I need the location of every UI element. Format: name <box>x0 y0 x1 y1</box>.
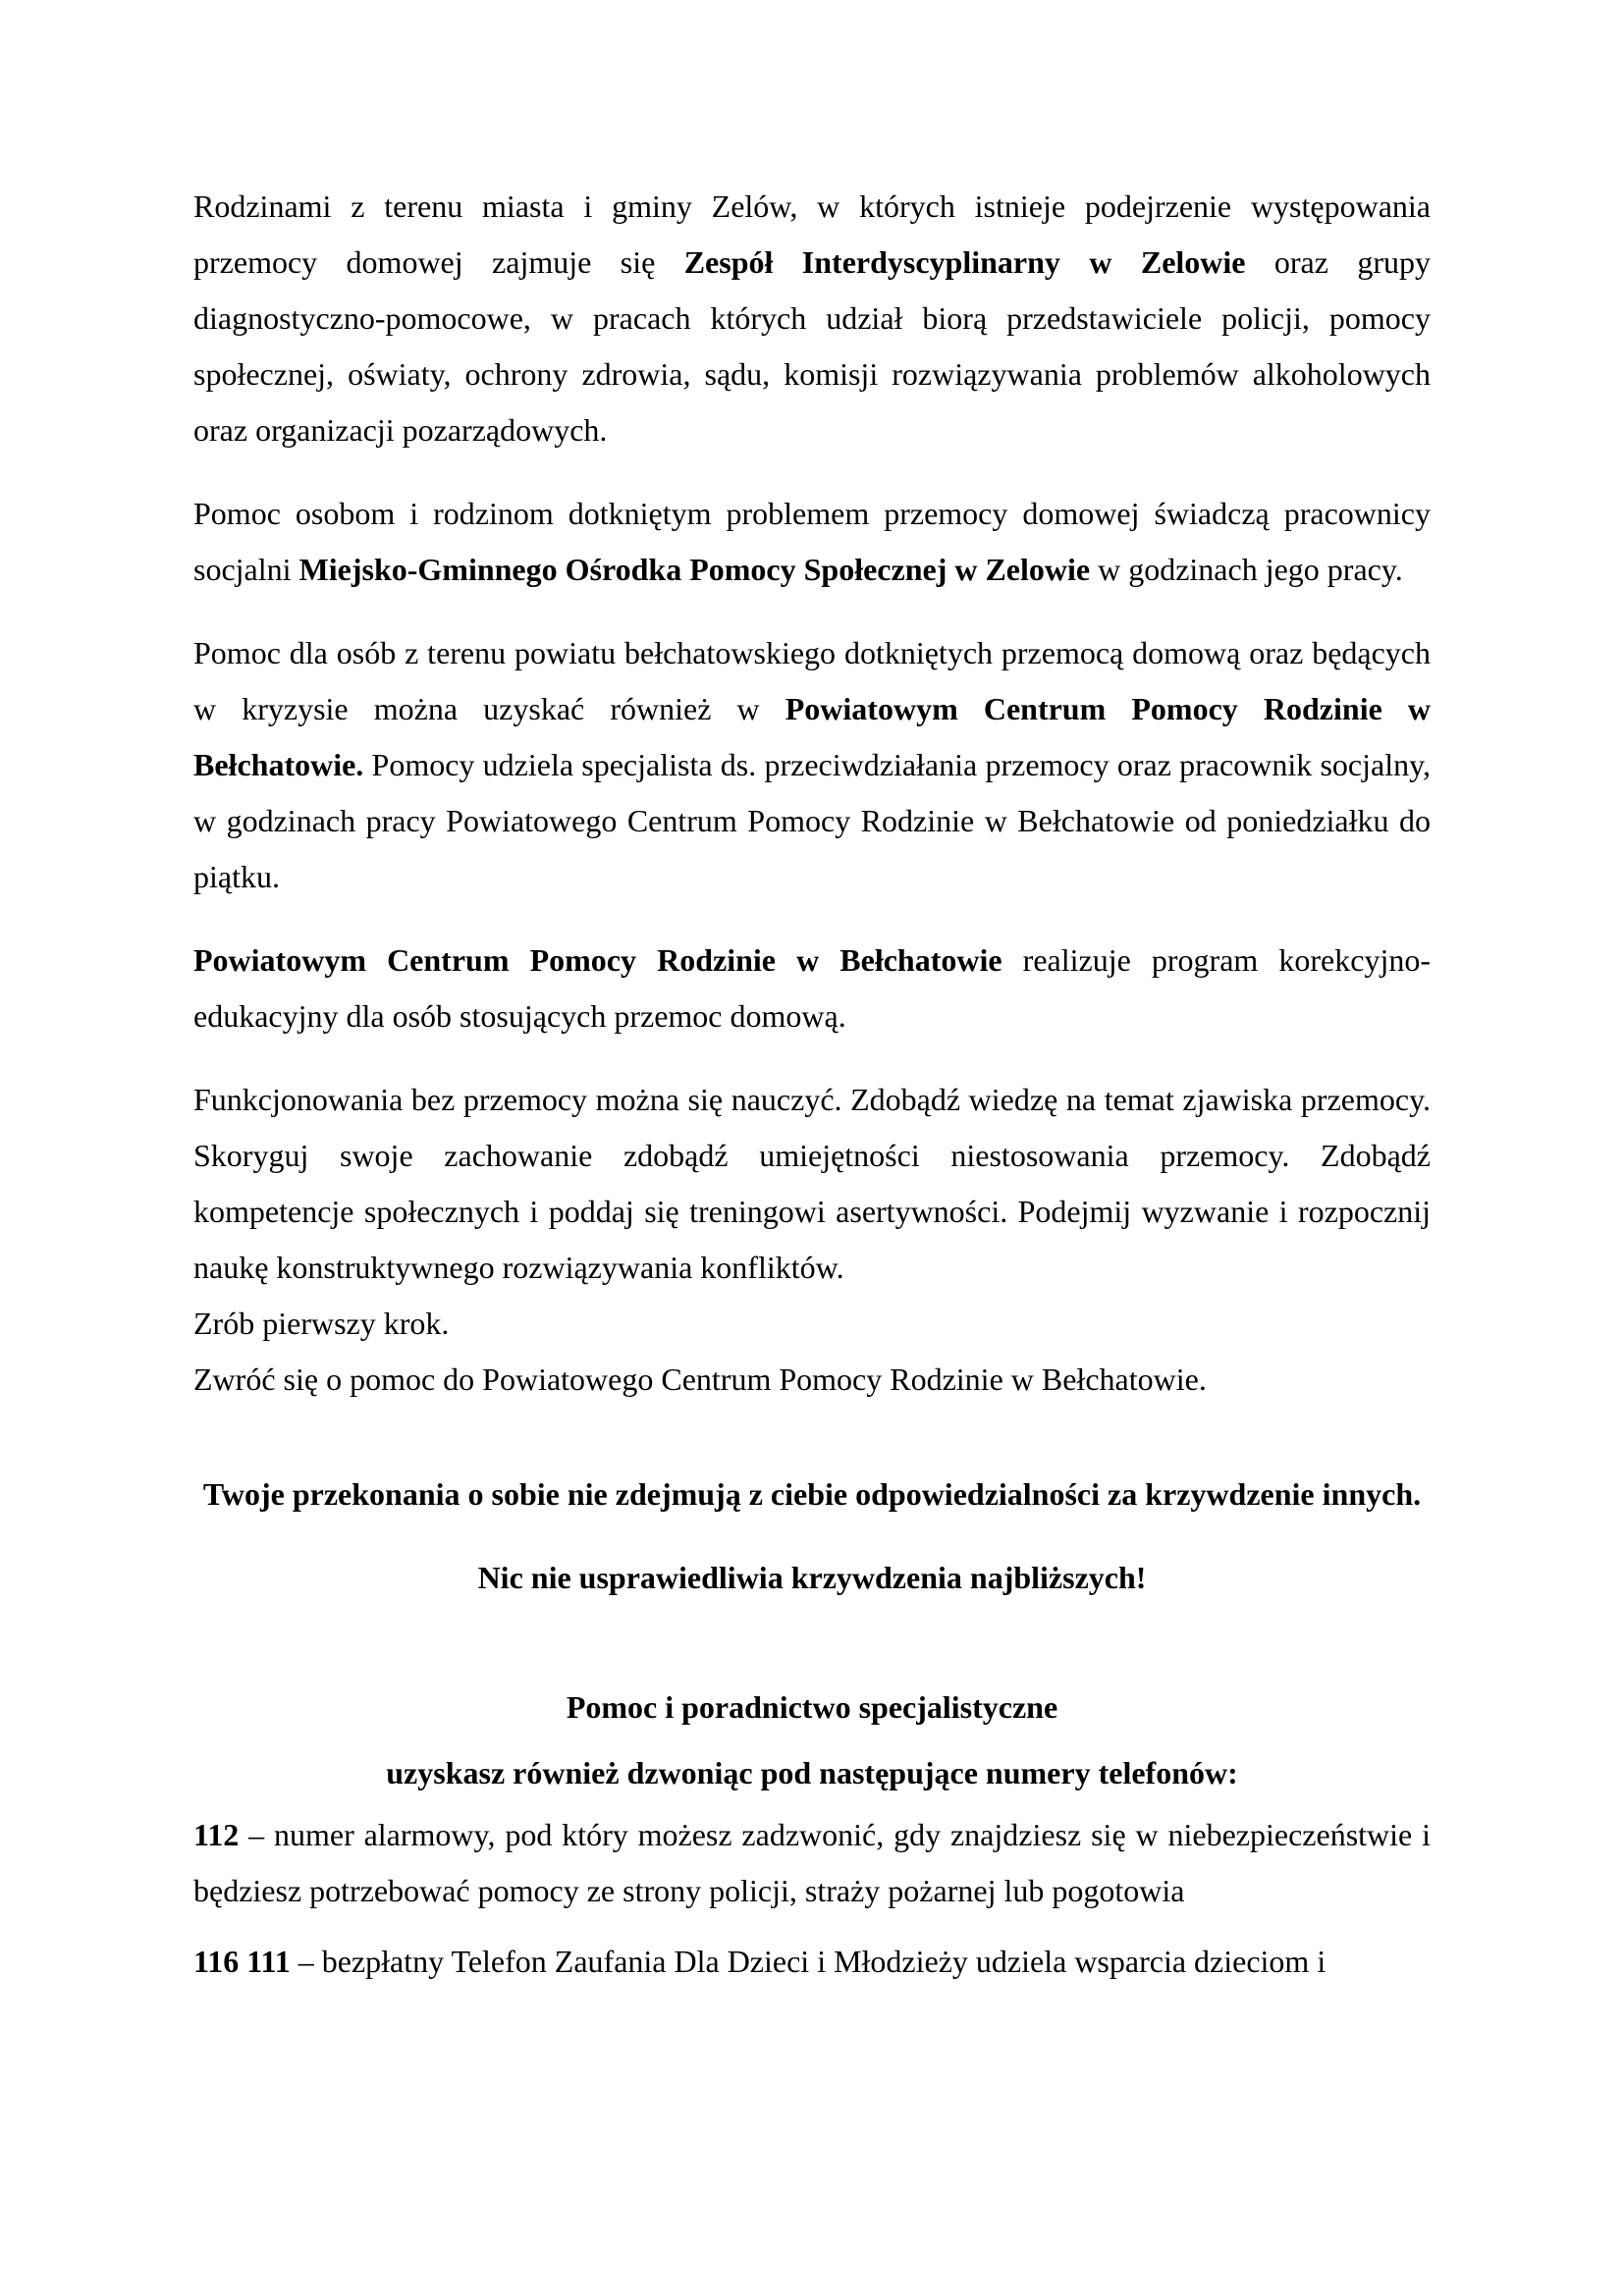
paragraph-zespol-interdyscyplinarny <box>193 179 1431 458</box>
text-run: Pomoc osobom i rodzinom dotkniętym problemem przemocy domowej świadczą pracownicy socjalni <box>193 496 1431 587</box>
heading-numery-telefonow <box>193 1745 1431 1801</box>
text-run: Pomocy udziela specjalista ds. przeciwdziałania przemocy oraz pracownik socjalny, w godzinach pracy Powiatowego Centrum Pomocy Rodzinie w Bełchatowie od poniedziałku do piątku. <box>193 747 1431 894</box>
bold-text-run: uzyskasz również dzwoniąc pod następujące numery telefonów: <box>386 1755 1238 1790</box>
paragraph-nauka-bez-przemocy <box>193 1072 1431 1296</box>
text-run: – bezpłatny Telefon Zaufania Dla Dzieci i Młodzieży udziela wsparcia dzieciom i <box>290 1944 1326 1979</box>
text-run: Funkcjonowania bez przemocy można się nauczyć. Zdobądź wiedzę na temat zjawiska przemocy. Skoryguj swoje zachowanie zdobądź umiejętności niestosowania przemocy. Zdobądź kompetencje społecznych i poddaj się treningowi asertywności. Podejmij wyzwanie i rozpocznij naukę konstruktywnego rozwiązywania konfliktów. <box>193 1082 1431 1285</box>
bold-text-run: 112 <box>193 1817 240 1852</box>
statement-odpowiedzialnosc <box>193 1467 1431 1522</box>
text-run: Zwróć się o pomoc do Powiatowego Centrum Pomocy Rodzinie w Bełchatowie. <box>193 1362 1207 1397</box>
text-run: – numer alarmowy, pod który możesz zadzwonić, gdy znajdziesz się w niebezpieczeństwie i będziesz potrzebować pomocy ze strony policji, straży pożarnej lub pogotowia <box>193 1817 1431 1908</box>
entry-phone-112 <box>193 1807 1431 1919</box>
text-run: realizuje program korekcyjno-edukacyjny dla osób stosujących przemoc domową. <box>193 942 1431 1034</box>
paragraph-pcpr-program <box>193 933 1431 1044</box>
heading-pomoc-i-poradnictwo <box>193 1680 1431 1735</box>
bold-text-run: Zespół Interdyscyplinarny w Zelowie <box>683 244 1246 280</box>
bold-text-run: Powiatowym Centrum Pomocy Rodzinie w Bełchatowie <box>193 942 1002 978</box>
document-content <box>193 179 1431 1990</box>
text-run: oraz grupy diagnostyczno-pomocowe, w pracach których udział biorą przedstawiciele policji, pomocy społecznej, oświaty, ochrony zdrowia, sądu, komisji rozwiązywania problemów alkoholowych oraz organizacji pozarządowych. <box>193 244 1432 448</box>
text-run: Zrób pierwszy krok. <box>193 1306 450 1341</box>
bold-text-run: Miejsko-Gminnego Ośrodka Pomocy Społecznej w Zelowie <box>298 552 1091 587</box>
line-zrob-pierwszy-krok <box>193 1296 1431 1352</box>
bold-text-run: Twoje przekonania o sobie nie zdejmują z ciebie odpowiedzialności za krzywdzenie innych. <box>202 1476 1422 1512</box>
text-run: Rodzinami z terenu miasta i gminy Zelów, w których istnieje podejrzenie występowania przemocy domowej zajmuje się <box>193 188 1431 280</box>
paragraph-pcpr-belchatow-help <box>193 625 1431 905</box>
line-zwroc-sie-o-pomoc <box>193 1352 1431 1408</box>
bold-text-run: 116 111 <box>193 1944 291 1979</box>
statement-nic-nie-usprawiedliwia <box>193 1550 1431 1606</box>
entry-phone-116-111 <box>193 1934 1431 1990</box>
paragraph-mgops-zelow <box>193 486 1431 598</box>
bold-text-run: Pomoc i poradnictwo specjalistyczne <box>566 1689 1058 1725</box>
bold-text-run: Powiatowym Centrum Pomocy Rodzinie w Bełchatowie. <box>193 691 1432 782</box>
text-run: w godzinach jego pracy. <box>1090 552 1403 587</box>
text-run: Pomoc dla osób z terenu powiatu bełchatowskiego dotkniętych przemocą domową oraz będących w kryzysie można uzyskać również w <box>193 635 1431 726</box>
bold-text-run: Nic nie usprawiedliwia krzywdzenia najbliższych! <box>477 1560 1147 1595</box>
